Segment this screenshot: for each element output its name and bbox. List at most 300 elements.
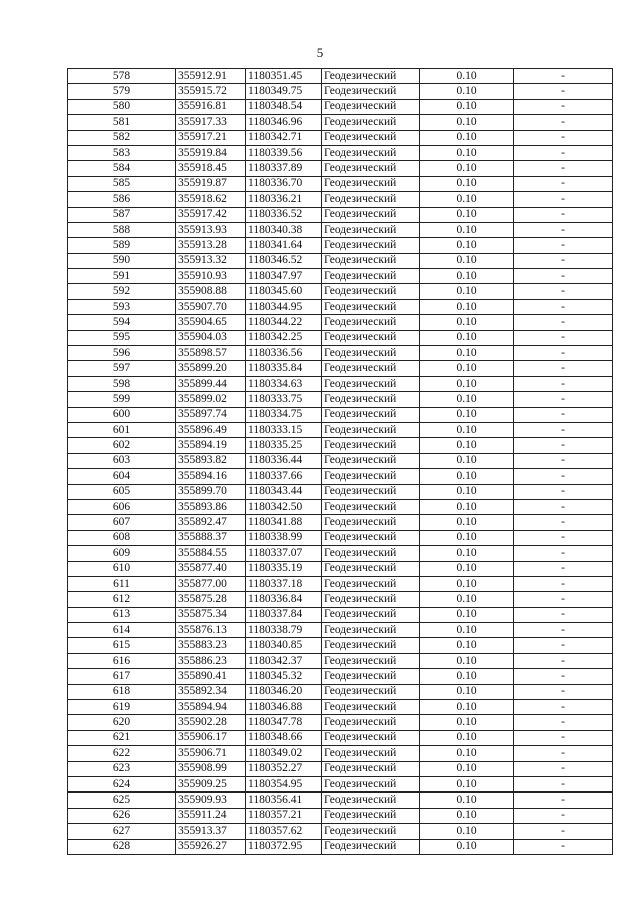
note-cell: - bbox=[514, 84, 613, 99]
method-cell: Геодезический bbox=[322, 253, 420, 268]
point-number-cell: 603 bbox=[68, 453, 176, 468]
point-number-cell: 628 bbox=[68, 839, 176, 854]
point-number-cell: 597 bbox=[68, 361, 176, 376]
x-coordinate-cell: 355917.42 bbox=[176, 207, 246, 222]
accuracy-cell: 0.10 bbox=[420, 145, 514, 160]
accuracy-cell: 0.10 bbox=[420, 576, 514, 591]
point-number-cell: 586 bbox=[68, 192, 176, 207]
accuracy-cell: 0.10 bbox=[420, 130, 514, 145]
y-coordinate-cell: 1180336.84 bbox=[246, 592, 322, 607]
point-number-cell: 621 bbox=[68, 730, 176, 745]
method-cell: Геодезический bbox=[322, 761, 420, 776]
x-coordinate-cell: 355908.88 bbox=[176, 284, 246, 299]
table-row bbox=[68, 145, 613, 160]
table-row bbox=[68, 792, 613, 808]
x-coordinate-cell: 355892.34 bbox=[176, 684, 246, 699]
method-cell: Геодезический bbox=[322, 839, 420, 854]
table-row bbox=[68, 730, 613, 745]
x-coordinate-cell: 355902.28 bbox=[176, 715, 246, 730]
accuracy-cell: 0.10 bbox=[420, 638, 514, 653]
accuracy-cell: 0.10 bbox=[420, 84, 514, 99]
note-cell: - bbox=[514, 808, 613, 823]
point-number-cell: 599 bbox=[68, 392, 176, 407]
method-cell: Геодезический bbox=[322, 638, 420, 653]
table-row bbox=[68, 176, 613, 191]
y-coordinate-cell: 1180340.38 bbox=[246, 222, 322, 237]
point-number-cell: 606 bbox=[68, 499, 176, 514]
table-row bbox=[68, 700, 613, 715]
note-cell: - bbox=[514, 115, 613, 130]
method-cell: Геодезический bbox=[322, 238, 420, 253]
x-coordinate-cell: 355906.17 bbox=[176, 730, 246, 745]
note-cell: - bbox=[514, 99, 613, 114]
x-coordinate-cell: 355876.13 bbox=[176, 623, 246, 638]
table-row bbox=[68, 330, 613, 345]
method-cell: Геодезический bbox=[322, 269, 420, 284]
y-coordinate-cell: 1180346.96 bbox=[246, 115, 322, 130]
point-number-cell: 608 bbox=[68, 530, 176, 545]
accuracy-cell: 0.10 bbox=[420, 746, 514, 761]
method-cell: Геодезический bbox=[322, 376, 420, 391]
y-coordinate-cell: 1180354.95 bbox=[246, 776, 322, 792]
method-cell: Геодезический bbox=[322, 730, 420, 745]
note-cell: - bbox=[514, 192, 613, 207]
x-coordinate-cell: 355919.84 bbox=[176, 145, 246, 160]
table-row bbox=[68, 346, 613, 361]
accuracy-cell: 0.10 bbox=[420, 361, 514, 376]
note-cell: - bbox=[514, 407, 613, 422]
y-coordinate-cell: 1180342.37 bbox=[246, 653, 322, 668]
method-cell: Геодезический bbox=[322, 161, 420, 176]
note-cell: - bbox=[514, 361, 613, 376]
x-coordinate-cell: 355917.21 bbox=[176, 130, 246, 145]
x-coordinate-cell: 355909.25 bbox=[176, 776, 246, 792]
accuracy-cell: 0.10 bbox=[420, 776, 514, 792]
point-number-cell: 583 bbox=[68, 145, 176, 160]
note-cell: - bbox=[514, 623, 613, 638]
note-cell: - bbox=[514, 145, 613, 160]
note-cell: - bbox=[514, 484, 613, 499]
note-cell: - bbox=[514, 653, 613, 668]
table-row bbox=[68, 484, 613, 499]
table-row bbox=[68, 161, 613, 176]
y-coordinate-cell: 1180346.52 bbox=[246, 253, 322, 268]
coordinates-table bbox=[67, 68, 613, 855]
note-cell: - bbox=[514, 607, 613, 622]
method-cell: Геодезический bbox=[322, 330, 420, 345]
x-coordinate-cell: 355894.16 bbox=[176, 469, 246, 484]
point-number-cell: 578 bbox=[68, 69, 176, 84]
x-coordinate-cell: 355888.37 bbox=[176, 530, 246, 545]
y-coordinate-cell: 1180338.99 bbox=[246, 530, 322, 545]
note-cell: - bbox=[514, 561, 613, 576]
accuracy-cell: 0.10 bbox=[420, 592, 514, 607]
y-coordinate-cell: 1180342.25 bbox=[246, 330, 322, 345]
x-coordinate-cell: 355875.34 bbox=[176, 607, 246, 622]
x-coordinate-cell: 355896.49 bbox=[176, 422, 246, 437]
accuracy-cell: 0.10 bbox=[420, 269, 514, 284]
y-coordinate-cell: 1180348.54 bbox=[246, 99, 322, 114]
table-row bbox=[68, 715, 613, 730]
y-coordinate-cell: 1180346.20 bbox=[246, 684, 322, 699]
x-coordinate-cell: 355917.33 bbox=[176, 115, 246, 130]
x-coordinate-cell: 355897.74 bbox=[176, 407, 246, 422]
point-number-cell: 592 bbox=[68, 284, 176, 299]
accuracy-cell: 0.10 bbox=[420, 607, 514, 622]
table-row bbox=[68, 623, 613, 638]
x-coordinate-cell: 355910.93 bbox=[176, 269, 246, 284]
y-coordinate-cell: 1180336.52 bbox=[246, 207, 322, 222]
y-coordinate-cell: 1180340.85 bbox=[246, 638, 322, 653]
point-number-cell: 609 bbox=[68, 546, 176, 561]
y-coordinate-cell: 1180339.56 bbox=[246, 145, 322, 160]
note-cell: - bbox=[514, 69, 613, 84]
point-number-cell: 590 bbox=[68, 253, 176, 268]
y-coordinate-cell: 1180335.19 bbox=[246, 561, 322, 576]
note-cell: - bbox=[514, 376, 613, 391]
method-cell: Геодезический bbox=[322, 684, 420, 699]
method-cell: Геодезический bbox=[322, 299, 420, 314]
x-coordinate-cell: 355906.71 bbox=[176, 746, 246, 761]
x-coordinate-cell: 355890.41 bbox=[176, 669, 246, 684]
note-cell: - bbox=[514, 207, 613, 222]
table-row bbox=[68, 824, 613, 839]
accuracy-cell: 0.10 bbox=[420, 824, 514, 839]
y-coordinate-cell: 1180341.88 bbox=[246, 515, 322, 530]
point-number-cell: 618 bbox=[68, 684, 176, 699]
method-cell: Геодезический bbox=[322, 361, 420, 376]
table-row bbox=[68, 515, 613, 530]
table-row bbox=[68, 422, 613, 437]
accuracy-cell: 0.10 bbox=[420, 315, 514, 330]
accuracy-cell: 0.10 bbox=[420, 484, 514, 499]
x-coordinate-cell: 355892.47 bbox=[176, 515, 246, 530]
accuracy-cell: 0.10 bbox=[420, 669, 514, 684]
x-coordinate-cell: 355894.94 bbox=[176, 700, 246, 715]
accuracy-cell: 0.10 bbox=[420, 176, 514, 191]
y-coordinate-cell: 1180334.75 bbox=[246, 407, 322, 422]
accuracy-cell: 0.10 bbox=[420, 69, 514, 84]
method-cell: Геодезический bbox=[322, 623, 420, 638]
method-cell: Геодезический bbox=[322, 746, 420, 761]
note-cell: - bbox=[514, 130, 613, 145]
note-cell: - bbox=[514, 346, 613, 361]
method-cell: Геодезический bbox=[322, 438, 420, 453]
x-coordinate-cell: 355913.28 bbox=[176, 238, 246, 253]
point-number-cell: 580 bbox=[68, 99, 176, 114]
x-coordinate-cell: 355918.45 bbox=[176, 161, 246, 176]
y-coordinate-cell: 1180334.63 bbox=[246, 376, 322, 391]
method-cell: Геодезический bbox=[322, 484, 420, 499]
method-cell: Геодезический bbox=[322, 499, 420, 514]
method-cell: Геодезический bbox=[322, 776, 420, 792]
y-coordinate-cell: 1180344.22 bbox=[246, 315, 322, 330]
method-cell: Геодезический bbox=[322, 392, 420, 407]
method-cell: Геодезический bbox=[322, 130, 420, 145]
table-row bbox=[68, 438, 613, 453]
y-coordinate-cell: 1180347.97 bbox=[246, 269, 322, 284]
note-cell: - bbox=[514, 315, 613, 330]
accuracy-cell: 0.10 bbox=[420, 192, 514, 207]
note-cell: - bbox=[514, 238, 613, 253]
page-number: 5 bbox=[316, 45, 324, 60]
point-number-cell: 598 bbox=[68, 376, 176, 391]
table-row bbox=[68, 746, 613, 761]
table-row bbox=[68, 253, 613, 268]
note-cell: - bbox=[514, 438, 613, 453]
y-coordinate-cell: 1180357.21 bbox=[246, 808, 322, 823]
point-number-cell: 602 bbox=[68, 438, 176, 453]
point-number-cell: 591 bbox=[68, 269, 176, 284]
x-coordinate-cell: 355912.91 bbox=[176, 69, 246, 84]
y-coordinate-cell: 1180333.75 bbox=[246, 392, 322, 407]
accuracy-cell: 0.10 bbox=[420, 161, 514, 176]
point-number-cell: 588 bbox=[68, 222, 176, 237]
method-cell: Геодезический bbox=[322, 576, 420, 591]
point-number-cell: 601 bbox=[68, 422, 176, 437]
x-coordinate-cell: 355904.03 bbox=[176, 330, 246, 345]
accuracy-cell: 0.10 bbox=[420, 330, 514, 345]
x-coordinate-cell: 355884.55 bbox=[176, 546, 246, 561]
accuracy-cell: 0.10 bbox=[420, 115, 514, 130]
accuracy-cell: 0.10 bbox=[420, 700, 514, 715]
accuracy-cell: 0.10 bbox=[420, 284, 514, 299]
note-cell: - bbox=[514, 422, 613, 437]
note-cell: - bbox=[514, 592, 613, 607]
y-coordinate-cell: 1180336.44 bbox=[246, 453, 322, 468]
accuracy-cell: 0.10 bbox=[420, 730, 514, 745]
point-number-cell: 616 bbox=[68, 653, 176, 668]
accuracy-cell: 0.10 bbox=[420, 684, 514, 699]
x-coordinate-cell: 355915.72 bbox=[176, 84, 246, 99]
point-number-cell: 612 bbox=[68, 592, 176, 607]
y-coordinate-cell: 1180343.44 bbox=[246, 484, 322, 499]
note-cell: - bbox=[514, 684, 613, 699]
table-row bbox=[68, 669, 613, 684]
method-cell: Геодезический bbox=[322, 192, 420, 207]
x-coordinate-cell: 355877.40 bbox=[176, 561, 246, 576]
method-cell: Геодезический bbox=[322, 561, 420, 576]
accuracy-cell: 0.10 bbox=[420, 253, 514, 268]
x-coordinate-cell: 355899.44 bbox=[176, 376, 246, 391]
table-row bbox=[68, 299, 613, 314]
note-cell: - bbox=[514, 715, 613, 730]
point-number-cell: 581 bbox=[68, 115, 176, 130]
note-cell: - bbox=[514, 530, 613, 545]
method-cell: Геодезический bbox=[322, 546, 420, 561]
table-row bbox=[68, 69, 613, 84]
method-cell: Геодезический bbox=[322, 607, 420, 622]
y-coordinate-cell: 1180338.79 bbox=[246, 623, 322, 638]
accuracy-cell: 0.10 bbox=[420, 222, 514, 237]
coordinates-table-body bbox=[68, 69, 613, 855]
method-cell: Геодезический bbox=[322, 653, 420, 668]
point-number-cell: 611 bbox=[68, 576, 176, 591]
point-number-cell: 627 bbox=[68, 824, 176, 839]
table-row bbox=[68, 761, 613, 776]
note-cell: - bbox=[514, 776, 613, 792]
point-number-cell: 617 bbox=[68, 669, 176, 684]
method-cell: Геодезический bbox=[322, 700, 420, 715]
point-number-cell: 596 bbox=[68, 346, 176, 361]
accuracy-cell: 0.10 bbox=[420, 808, 514, 823]
accuracy-cell: 0.10 bbox=[420, 530, 514, 545]
x-coordinate-cell: 355877.00 bbox=[176, 576, 246, 591]
y-coordinate-cell: 1180335.25 bbox=[246, 438, 322, 453]
table-row bbox=[68, 684, 613, 699]
table-row bbox=[68, 192, 613, 207]
x-coordinate-cell: 355913.32 bbox=[176, 253, 246, 268]
note-cell: - bbox=[514, 222, 613, 237]
method-cell: Геодезический bbox=[322, 69, 420, 84]
y-coordinate-cell: 1180341.64 bbox=[246, 238, 322, 253]
note-cell: - bbox=[514, 576, 613, 591]
point-number-cell: 600 bbox=[68, 407, 176, 422]
x-coordinate-cell: 355926.27 bbox=[176, 839, 246, 854]
note-cell: - bbox=[514, 269, 613, 284]
y-coordinate-cell: 1180352.27 bbox=[246, 761, 322, 776]
table-row bbox=[68, 808, 613, 823]
y-coordinate-cell: 1180335.84 bbox=[246, 361, 322, 376]
accuracy-cell: 0.10 bbox=[420, 653, 514, 668]
point-number-cell: 589 bbox=[68, 238, 176, 253]
point-number-cell: 607 bbox=[68, 515, 176, 530]
table-row bbox=[68, 269, 613, 284]
x-coordinate-cell: 355918.62 bbox=[176, 192, 246, 207]
point-number-cell: 624 bbox=[68, 776, 176, 792]
x-coordinate-cell: 355886.23 bbox=[176, 653, 246, 668]
x-coordinate-cell: 355883.23 bbox=[176, 638, 246, 653]
accuracy-cell: 0.10 bbox=[420, 438, 514, 453]
table-row bbox=[68, 115, 613, 130]
y-coordinate-cell: 1180372.95 bbox=[246, 839, 322, 854]
x-coordinate-cell: 355907.70 bbox=[176, 299, 246, 314]
table-row bbox=[68, 238, 613, 253]
method-cell: Геодезический bbox=[322, 407, 420, 422]
point-number-cell: 613 bbox=[68, 607, 176, 622]
table-row bbox=[68, 284, 613, 299]
note-cell: - bbox=[514, 299, 613, 314]
y-coordinate-cell: 1180348.66 bbox=[246, 730, 322, 745]
point-number-cell: 619 bbox=[68, 700, 176, 715]
method-cell: Геодезический bbox=[322, 792, 420, 808]
y-coordinate-cell: 1180345.32 bbox=[246, 669, 322, 684]
method-cell: Геодезический bbox=[322, 515, 420, 530]
table-row bbox=[68, 99, 613, 114]
method-cell: Геодезический bbox=[322, 222, 420, 237]
note-cell: - bbox=[514, 453, 613, 468]
x-coordinate-cell: 355898.57 bbox=[176, 346, 246, 361]
table-row bbox=[68, 561, 613, 576]
accuracy-cell: 0.10 bbox=[420, 761, 514, 776]
y-coordinate-cell: 1180357.62 bbox=[246, 824, 322, 839]
y-coordinate-cell: 1180349.02 bbox=[246, 746, 322, 761]
point-number-cell: 584 bbox=[68, 161, 176, 176]
point-number-cell: 623 bbox=[68, 761, 176, 776]
accuracy-cell: 0.10 bbox=[420, 623, 514, 638]
accuracy-cell: 0.10 bbox=[420, 561, 514, 576]
method-cell: Геодезический bbox=[322, 808, 420, 823]
method-cell: Геодезический bbox=[322, 315, 420, 330]
x-coordinate-cell: 355908.99 bbox=[176, 761, 246, 776]
point-number-cell: 614 bbox=[68, 623, 176, 638]
y-coordinate-cell: 1180337.89 bbox=[246, 161, 322, 176]
x-coordinate-cell: 355909.93 bbox=[176, 792, 246, 808]
table-row bbox=[68, 839, 613, 854]
method-cell: Геодезический bbox=[322, 715, 420, 730]
method-cell: Геодезический bbox=[322, 824, 420, 839]
method-cell: Геодезический bbox=[322, 145, 420, 160]
x-coordinate-cell: 355899.70 bbox=[176, 484, 246, 499]
table-row bbox=[68, 776, 613, 792]
table-row bbox=[68, 222, 613, 237]
accuracy-cell: 0.10 bbox=[420, 299, 514, 314]
point-number-cell: 605 bbox=[68, 484, 176, 499]
y-coordinate-cell: 1180346.88 bbox=[246, 700, 322, 715]
accuracy-cell: 0.10 bbox=[420, 792, 514, 808]
note-cell: - bbox=[514, 469, 613, 484]
x-coordinate-cell: 355894.19 bbox=[176, 438, 246, 453]
accuracy-cell: 0.10 bbox=[420, 346, 514, 361]
point-number-cell: 620 bbox=[68, 715, 176, 730]
note-cell: - bbox=[514, 392, 613, 407]
table-row bbox=[68, 546, 613, 561]
table-row bbox=[68, 530, 613, 545]
accuracy-cell: 0.10 bbox=[420, 392, 514, 407]
method-cell: Геодезический bbox=[322, 207, 420, 222]
x-coordinate-cell: 355916.81 bbox=[176, 99, 246, 114]
y-coordinate-cell: 1180347.78 bbox=[246, 715, 322, 730]
table-row bbox=[68, 130, 613, 145]
note-cell: - bbox=[514, 253, 613, 268]
y-coordinate-cell: 1180342.71 bbox=[246, 130, 322, 145]
point-number-cell: 579 bbox=[68, 84, 176, 99]
note-cell: - bbox=[514, 761, 613, 776]
note-cell: - bbox=[514, 176, 613, 191]
table-row bbox=[68, 84, 613, 99]
x-coordinate-cell: 355919.87 bbox=[176, 176, 246, 191]
accuracy-cell: 0.10 bbox=[420, 499, 514, 514]
note-cell: - bbox=[514, 669, 613, 684]
point-number-cell: 585 bbox=[68, 176, 176, 191]
accuracy-cell: 0.10 bbox=[420, 99, 514, 114]
table-row bbox=[68, 576, 613, 591]
y-coordinate-cell: 1180337.07 bbox=[246, 546, 322, 561]
note-cell: - bbox=[514, 638, 613, 653]
table-row bbox=[68, 376, 613, 391]
method-cell: Геодезический bbox=[322, 592, 420, 607]
method-cell: Геодезический bbox=[322, 84, 420, 99]
note-cell: - bbox=[514, 284, 613, 299]
note-cell: - bbox=[514, 546, 613, 561]
table-row bbox=[68, 469, 613, 484]
method-cell: Геодезический bbox=[322, 346, 420, 361]
x-coordinate-cell: 355893.86 bbox=[176, 499, 246, 514]
note-cell: - bbox=[514, 330, 613, 345]
note-cell: - bbox=[514, 792, 613, 808]
x-coordinate-cell: 355904.65 bbox=[176, 315, 246, 330]
note-cell: - bbox=[514, 824, 613, 839]
y-coordinate-cell: 1180337.66 bbox=[246, 469, 322, 484]
accuracy-cell: 0.10 bbox=[420, 407, 514, 422]
note-cell: - bbox=[514, 499, 613, 514]
y-coordinate-cell: 1180337.84 bbox=[246, 607, 322, 622]
note-cell: - bbox=[514, 700, 613, 715]
method-cell: Геодезический bbox=[322, 284, 420, 299]
table-row bbox=[68, 592, 613, 607]
point-number-cell: 610 bbox=[68, 561, 176, 576]
y-coordinate-cell: 1180333.15 bbox=[246, 422, 322, 437]
